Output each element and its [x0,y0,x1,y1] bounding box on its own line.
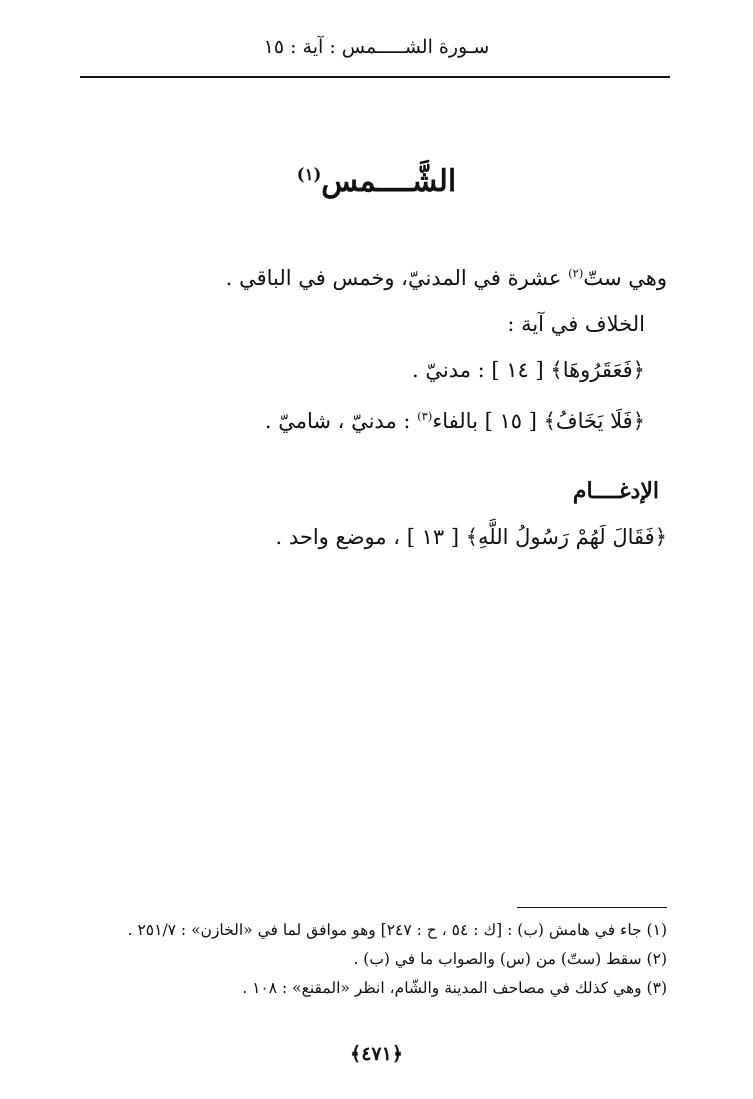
dispute-heading-line: الخلاف في آية : [507,312,645,336]
footnote-3: (٣) وهي كذلك في مصاحف المدينة والشّام، انظر «المقنع» : ١٠٨ . [242,979,667,997]
dispute-verse-line [77,393,667,444]
dispute-verse-line: ﴿فَعَقَرُوهَا﴾ [ ١٤ ] : مدنيّ . [412,358,645,382]
footnote-1: (١) جاء في هامش (ب) : [ك : ٥٤ ، ح : ٢٤٧] وهو موافق لما في «الخازن» : ٢٥١/٧ . [127,921,667,939]
section-title: الإدغــــام [572,478,659,504]
page-number: ﴿٤٧١﴾ [350,1043,403,1065]
footnote-ref: (١) [296,165,322,184]
footnotes [77,916,667,1003]
text-span: وهي ستّ [583,266,667,290]
text-span: عشرة في المدنيّ، وخمس في الباقي . [225,266,569,290]
footnote-2: (٢) سقط (ستّ) من (س) والصواب ما في (ب) . [353,950,667,968]
header-rule [80,76,670,78]
verse-count-line [77,250,667,301]
running-header: سـورة الشـــــمس : آية : ١٥ [263,36,490,58]
footnote-ref: (٣) [417,409,433,423]
surah-title-text: الشَّــــمس [321,164,457,199]
idgham-line: ﴿فَقَالَ لَهُمْ رَسُولُ اللَّهِ﴾ [ ١٣ ] ، موضع واحد . [275,525,667,549]
footnote-ref: (٢) [568,266,584,280]
body-text [77,250,667,560]
text-span: : مدنيّ ، شاميّ . [264,409,418,433]
footnote-rule [517,907,667,908]
text-span: ﴿فَلَا يَخَافُ﴾ [ ١٥ ] بالفاء [432,409,645,433]
surah-title [0,164,753,199]
